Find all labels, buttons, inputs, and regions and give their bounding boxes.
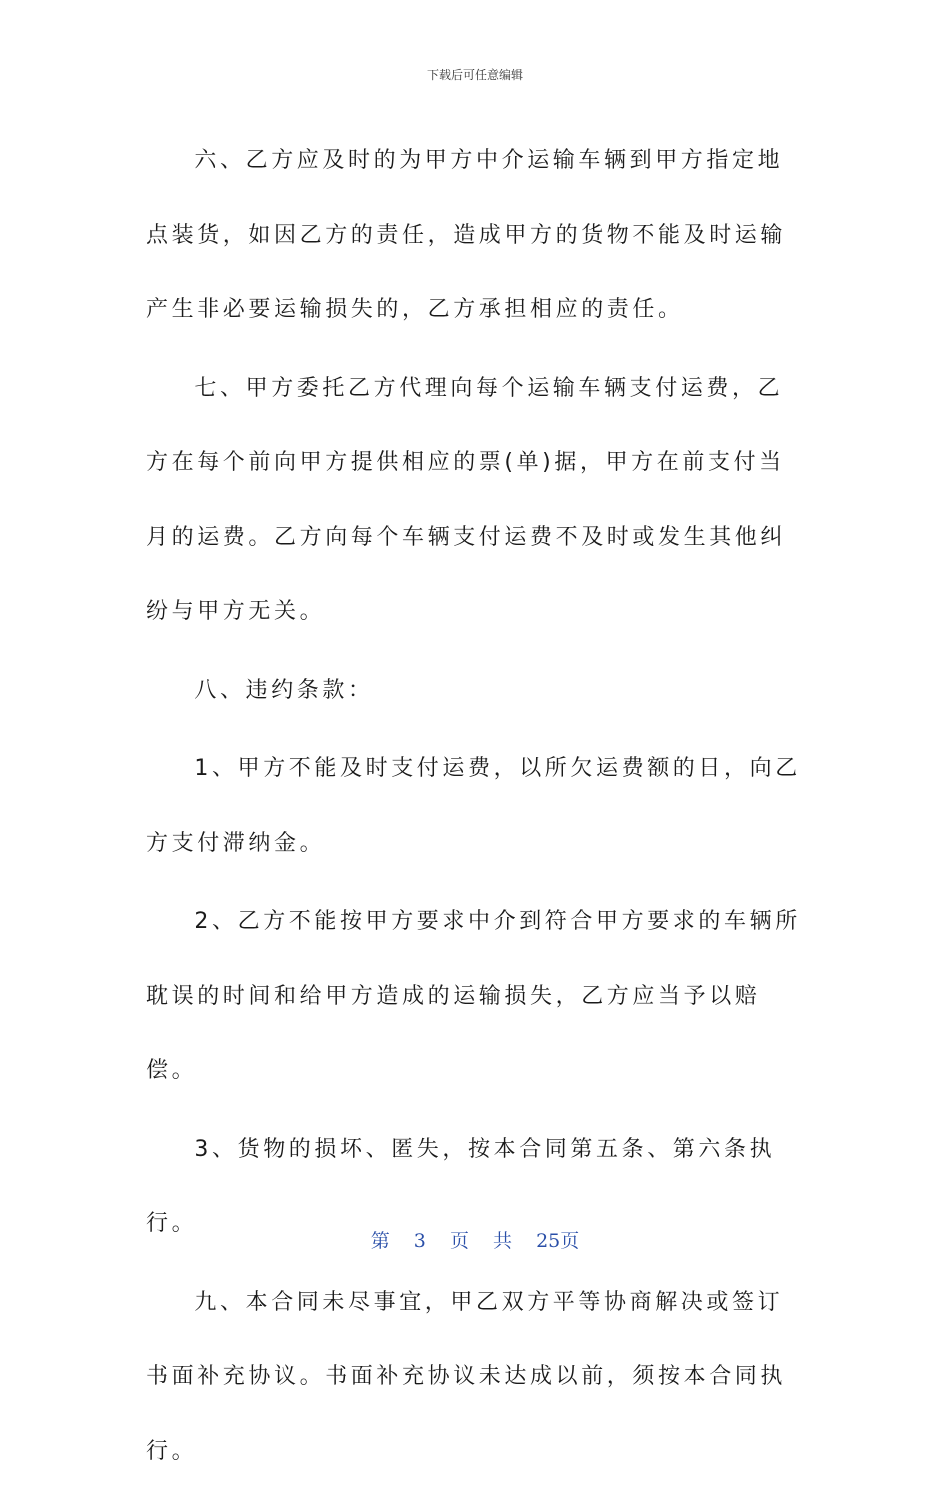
header-note: 下载后可任意编辑 — [426, 68, 523, 82]
paragraph-clause-8-title: 八、违约条款： — [194, 677, 374, 703]
paragraph-clause-9: 九、本合同未尽事宜，甲乙双方平等协商解决或签订书面补充协议。书面补充协议未达成以前，须按本合同执行。 — [146, 1289, 787, 1464]
paragraph-clause-8-3: 3、货物的损坏、匿失，按本合同第五条、第六条执行。 — [146, 1136, 776, 1236]
footer-current-page: 3 — [413, 1230, 426, 1252]
footer-label-prefix: 第 — [370, 1230, 390, 1252]
footer-total-pages: 25页 — [536, 1230, 580, 1252]
footer-label-page: 页 — [449, 1230, 469, 1252]
paragraph-clause-7: 七、甲方委托乙方代理向每个运输车辆支付运费，乙方在每个前向甲方提供相应的票(单)据，甲方在前支付当月的运费。乙方向每个车辆支付运费不及时或发生其他纠纷与甲方无关。 — [146, 375, 787, 624]
paragraph-clause-8-1: 1、甲方不能及时支付运费，以所欠运费额的日，向乙方支付滞纳金。 — [146, 756, 801, 856]
paragraph-clause-8-2: 2、乙方不能按甲方要求中介到符合甲方要求的车辆所耽误的时间和给甲方造成的运输损失，乙方应当予以赔偿。 — [146, 909, 801, 1083]
footer-label-total: 共 — [493, 1230, 513, 1252]
document-body — [146, 124, 808, 1493]
paragraph-clause-6: 六、乙方应及时的为甲方中介运输车辆到甲方指定地点装货，如因乙方的责任，造成甲方的货物不能及时运输产生非必要运输损失的，乙方承担相应的责任。 — [146, 148, 787, 322]
page-number-footer — [0, 1226, 950, 1253]
